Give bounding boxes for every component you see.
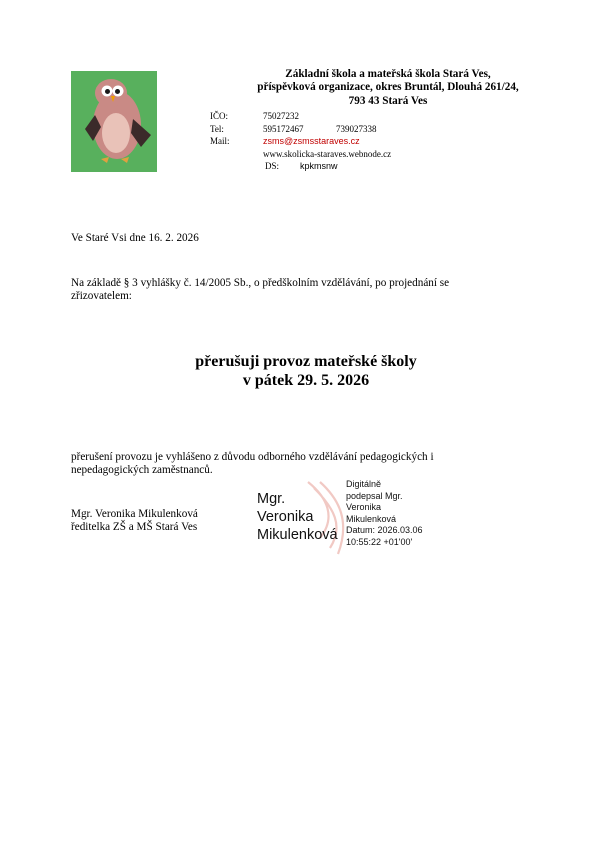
signature-detail-line: Datum: 2026.03.06 [346,525,423,536]
signature-detail-line: podepsal Mgr. [346,490,403,501]
ds-value: kpkmsnw [300,161,338,171]
headline-line: přerušuji provoz mateřské školy [195,353,417,370]
ico-value: 75027232 [263,111,299,121]
headline-line: v pátek 29. 5. 2026 [242,372,370,389]
signature-name-line: Veronika [257,509,314,525]
signature-details[interactable] [346,479,423,549]
intro-line: Na základě § 3 vyhlášky č. 14/2005 Sb., o předškolním vzdělávání, po projednání se [71,277,450,289]
mail-link[interactable]: zsms@zsmsstaraves.cz [263,136,360,146]
signatory-role: ředitelka ZŠ a MŠ Stará Ves [71,521,198,533]
signature-name [257,490,338,544]
school-name [213,68,563,108]
school-line: 793 43 Stará Ves [348,94,428,107]
reason-paragraph [71,451,434,477]
intro-line: zřizovatelem: [71,290,132,302]
headline [0,352,612,390]
reason-line: přerušení provozu je vyhlášeno z důvodu odborného vzdělávání pedagogických i [71,451,434,463]
tel-value-2: 739027338 [336,124,377,134]
ds-label: DS: [265,161,280,171]
signature-name-line: Mgr. [257,491,286,507]
school-line: příspěvková organizace, okres Bruntál, Dlouhá 261/24, [257,81,519,94]
signatory-name: Mgr. Veronika Mikulenková [71,508,198,520]
signatory-block [71,508,198,534]
ico-label: IČO: [210,111,228,121]
signature-detail-line: Veronika [346,502,382,513]
intro-paragraph [71,277,449,303]
tel-label: Tel: [210,124,224,134]
date-line: Ve Staré Vsi dne 16. 2. 2026 [71,232,199,244]
school-line: Základní škola a mateřská škola Stará Ves, [285,68,491,80]
signature-name-line: Mikulenková [257,527,338,543]
signature-detail-line: Mikulenková [346,513,397,524]
web-address[interactable]: www.skolicka-staraves.webnode.cz [263,149,392,159]
signature-detail-line: Digitálně [346,479,382,489]
mail-label: Mail: [210,136,230,146]
signature-detail-line: 10:55:22 +01'00' [346,536,413,547]
tel-value-1: 595172467 [263,124,304,134]
owl-logo-icon [71,71,157,172]
reason-line: nepedagogických zaměstnanců. [71,464,213,476]
school-logo [71,71,157,172]
